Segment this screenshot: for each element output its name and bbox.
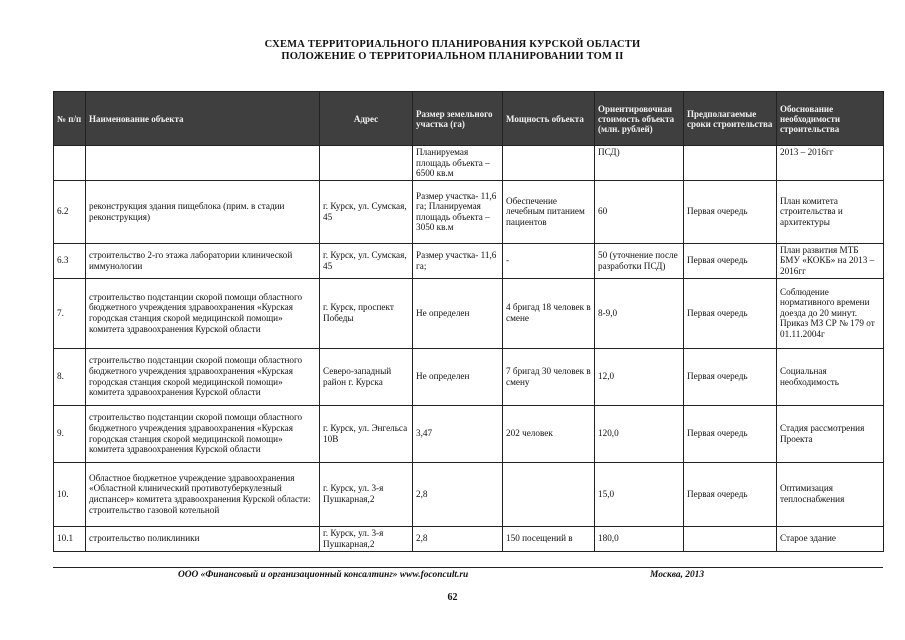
- document-title: СХЕМА ТЕРРИТОРИАЛЬНОГО ПЛАНИРОВАНИЯ КУРСКОЙ ОБЛАСТИ: [264, 39, 641, 50]
- table-cell: г. Курск, ул. Сумская, 45: [320, 243, 413, 278]
- table-row: [54, 348, 884, 405]
- table-cell: г. Курск, проспект Победы: [320, 278, 413, 348]
- table-cell: 7 бригад 30 человек в смену: [503, 348, 595, 405]
- table-cell: Старое здание: [777, 526, 884, 551]
- table-cell: строительство 2-го этажа лаборатории клинической иммунологии: [86, 243, 320, 278]
- table-cell: Обеспечение лечебным питанием пациентов: [503, 180, 595, 243]
- table-cell: [503, 146, 595, 181]
- table-cell: 50 (уточнение после разработки ПСД): [595, 243, 684, 278]
- table-row: [54, 146, 884, 181]
- table-cell: строительство подстанции скорой помощи областного бюджетного учреждения здравоохранения «Курская городская станция скорой медицинской помощи» комитета здравоохранения Курской области: [86, 405, 320, 462]
- table-cell: Первая очередь: [684, 348, 777, 405]
- table-cell: [684, 526, 777, 551]
- table-cell: 120,0: [595, 405, 684, 462]
- table-cell: Первая очередь: [684, 278, 777, 348]
- table-cell: г. Курск, ул. 3-я Пушкарная,2: [320, 462, 413, 526]
- table-cell: 180,0: [595, 526, 684, 551]
- table-header-row: [54, 92, 884, 146]
- table-cell: [86, 146, 320, 181]
- column-header: Ориентировочная стоимость объекта (млн. рублей): [595, 92, 684, 146]
- footer-organization: ООО «Финансовый и организационный консалтинг» www.foconcult.ru: [178, 570, 469, 580]
- table-cell: г. Курск, ул. Сумская, 45: [320, 180, 413, 243]
- table-cell: План комитета строительства и архитектуры: [777, 180, 884, 243]
- footer-city-year: Москва, 2013: [650, 570, 705, 580]
- table-cell: строительство подстанции скорой помощи областного бюджетного учреждения здравоохранения «Курская городская станция скорой медицинской помощи» комитета здравоохранения Курской области: [86, 348, 320, 405]
- table-cell: 8-9,0: [595, 278, 684, 348]
- table-cell: Планируемая площадь объекта – 6500 кв.м: [413, 146, 503, 181]
- column-header: № п/п: [54, 92, 86, 146]
- table-cell: Первая очередь: [684, 243, 777, 278]
- table-cell: г. Курск, ул. Энгельса 10В: [320, 405, 413, 462]
- column-header: Обоснование необходимости строительства: [777, 92, 884, 146]
- table-cell: 6.3: [54, 243, 86, 278]
- table-cell: Не определен: [413, 278, 503, 348]
- table-row: [54, 405, 884, 462]
- table-cell: Первая очередь: [684, 405, 777, 462]
- table-cell: строительство подстанции скорой помощи областного бюджетного учреждения здравоохранения «Курская городская станция скорой медицинской помощи» комитета здравоохранения Курской области: [86, 278, 320, 348]
- table-cell: 8.: [54, 348, 86, 405]
- table-row: [54, 278, 884, 348]
- table-cell: [320, 146, 413, 181]
- footer-divider: [53, 567, 883, 568]
- table-cell: 60: [595, 180, 684, 243]
- table-cell: Соблюдение нормативного времени доезда до 20 минут. Приказ МЗ СР № 179 от 01.11.2004г: [777, 278, 884, 348]
- table-cell: 7.: [54, 278, 86, 348]
- table-cell: ПСД): [595, 146, 684, 181]
- page-number: 62: [447, 592, 458, 603]
- table-cell: Социальная необходимость: [777, 348, 884, 405]
- table-cell: -: [503, 243, 595, 278]
- column-header: Размер земельного участка (га): [413, 92, 503, 146]
- table-cell: Не определен: [413, 348, 503, 405]
- table-cell: Оптимизация теплоснабжения: [777, 462, 884, 526]
- table-cell: строительство поликлиники: [86, 526, 320, 551]
- table-row: [54, 462, 884, 526]
- table-cell: 10.: [54, 462, 86, 526]
- table-cell: 2013 – 2016гг: [777, 146, 884, 181]
- table-cell: 10.1: [54, 526, 86, 551]
- table-cell: [684, 146, 777, 181]
- table-cell: 2,8: [413, 462, 503, 526]
- table-cell: 3,47: [413, 405, 503, 462]
- table-cell: План развития МТБ БМУ «КОКБ» на 2013 – 2016гг: [777, 243, 884, 278]
- document-subtitle: ПОЛОЖЕНИЕ О ТЕРРИТОРИАЛЬНОМ ПЛАНИРОВАНИИ ТОМ II: [281, 51, 624, 62]
- table-cell: 12,0: [595, 348, 684, 405]
- table-cell: Размер участка- 11,6 га; Планируемая площадь объекта – 3050 кв.м: [413, 180, 503, 243]
- table-cell: 150 посещений в: [503, 526, 595, 551]
- table-cell: 4 бригад 18 человек в смене: [503, 278, 595, 348]
- table-cell: Первая очередь: [684, 180, 777, 243]
- table-cell: 2,8: [413, 526, 503, 551]
- table-cell: г. Курск, ул. 3-я Пушкарная,2: [320, 526, 413, 551]
- table-cell: Стадия рассмотрения Проекта: [777, 405, 884, 462]
- column-header: Наименование объекта: [86, 92, 320, 146]
- table-cell: 15,0: [595, 462, 684, 526]
- table-cell: Северо-западный район г. Курска: [320, 348, 413, 405]
- column-header: Мощность объекта: [503, 92, 595, 146]
- objects-table: [53, 91, 884, 552]
- table-cell: [503, 462, 595, 526]
- table-cell: 9.: [54, 405, 86, 462]
- column-header: Предполагаемые сроки строительства: [684, 92, 777, 146]
- table-row: [54, 180, 884, 243]
- table-cell: Областное бюджетное учреждение здравоохранения «Областной клинический противотуберкулезный диспансер» комитета здравоохранения Курской области: строительство газовой котельной: [86, 462, 320, 526]
- table-row: [54, 526, 884, 551]
- table-cell: реконструкция здания пищеблока (прим. в стадии реконструкция): [86, 180, 320, 243]
- table-row: [54, 243, 884, 278]
- table-cell: Размер участка- 11,6 га;: [413, 243, 503, 278]
- table-cell: [54, 146, 86, 181]
- column-header: Адрес: [320, 92, 413, 146]
- table-cell: 202 человек: [503, 405, 595, 462]
- table-cell: Первая очередь: [684, 462, 777, 526]
- table-cell: 6.2: [54, 180, 86, 243]
